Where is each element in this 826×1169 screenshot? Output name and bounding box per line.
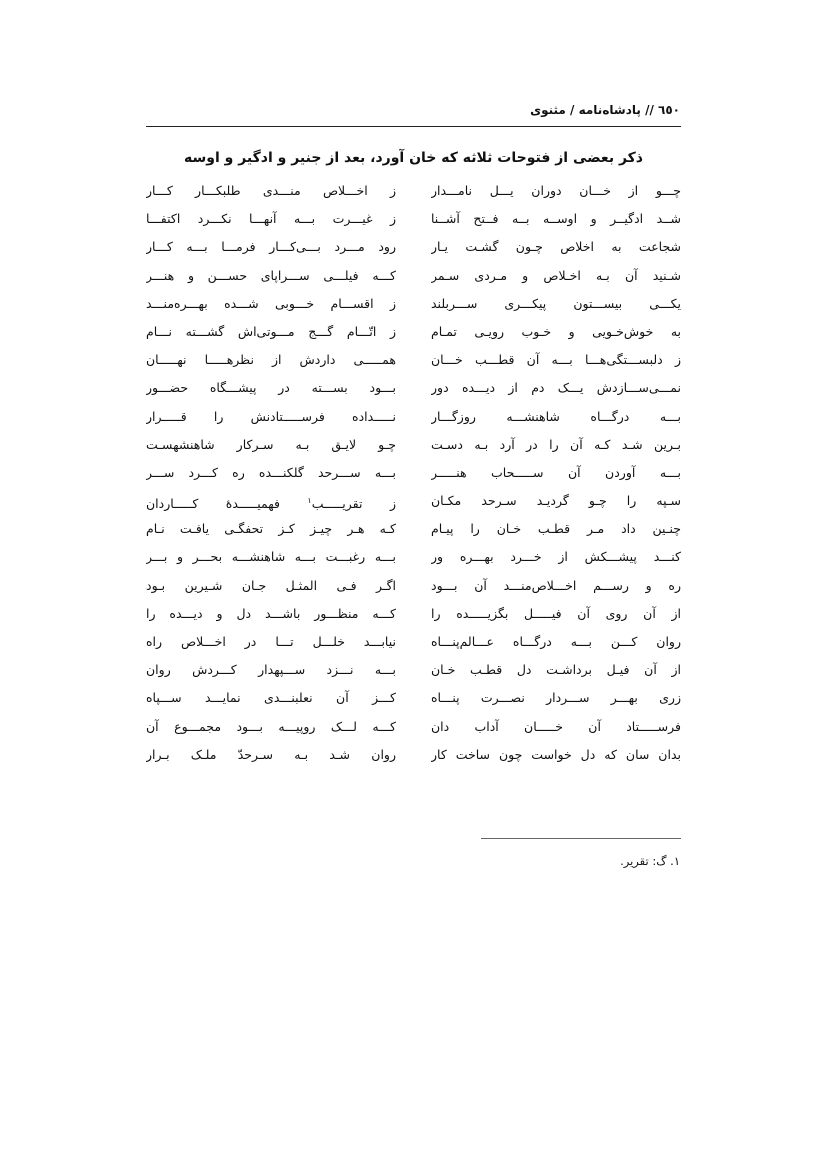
footnote-marker: ١ [307, 496, 312, 506]
first-hemistich: چنـین داد مـر قطـب خـان را پیـام [431, 521, 681, 537]
first-hemistich: بدان سان که دل خواست چون ساخت کار [431, 746, 681, 762]
second-hemistich: ز غیـــرت بـــه آنهـــا نکـــرد اکتفـــا [146, 211, 396, 227]
couplet [146, 349, 681, 377]
second-hemistich: نیابـــد خلـــل تـــا در اخـــلاص راه [146, 634, 396, 649]
couplet [146, 631, 681, 659]
couplet [146, 208, 681, 236]
second-hemistich: کـــه فیلـــی ســـراپای حســـن و هنـــر [146, 267, 396, 283]
second-hemistich: ز اخـــلاص منـــدی طلبکـــار کـــار [146, 183, 396, 198]
footnote: ١. گ: تقریر. [620, 854, 680, 868]
header-rule [146, 126, 681, 127]
second-hemistich: کـــز آن نعلبنـــدی نمایـــد ســـپاه [146, 690, 396, 706]
first-hemistich: شجاعت به اخلاص چـون گشـت یـار [431, 239, 681, 255]
second-hemistich: اگـر فـی المثـل جـان شـیرین بـود [146, 577, 396, 593]
second-hemistich: بـــه رغبـــت بـــه شاهنشـــه بحـــر و بـــر [146, 549, 396, 565]
couplet [146, 518, 681, 546]
couplet [146, 180, 681, 208]
second-hemistich: چـو لایـق بـه سـرکار شاهنشهسـت [146, 436, 396, 452]
first-hemistich: سـپه را چـو گردیـد سـرحد مکـان [431, 493, 681, 509]
second-hemistich: بـــه نـــزد ســـپهدار کـــردش روان [146, 662, 396, 678]
first-hemistich: از آن روی آن فیـــــل بگزیـــــده را [431, 605, 681, 621]
first-hemistich: از آن فیـل برداشـت دل قطـب خـان [431, 662, 681, 678]
first-hemistich: شـنید آن بـه اخـلاص و مـردی سـمر [431, 267, 681, 283]
couplet [146, 406, 681, 434]
second-hemistich: همـــــی داردش از نظرهـــــا نهـــــان [146, 352, 396, 368]
couplet [146, 659, 681, 687]
couplet [146, 603, 681, 631]
second-hemistich: بـــود بســـته در پیشـــگاه حضـــور [146, 380, 396, 396]
first-hemistich: بـــه درگـــاه شاهنشـــه روزگـــار [431, 408, 681, 424]
poem-body [146, 180, 681, 772]
couplet [146, 490, 681, 518]
first-hemistich: چـــو از خـــان دوران یـــل نامـــدار [431, 183, 681, 198]
first-hemistich: به خوش‌خـویی و خـوب رویـی تمـام [431, 323, 681, 339]
first-hemistich: ز دلبســـتگی‌هـــا بـــه آن قطـــب خـــان [431, 352, 681, 368]
couplet [146, 687, 681, 715]
couplet [146, 236, 681, 264]
running-header [530, 103, 680, 117]
couplet [146, 321, 681, 349]
first-hemistich: شــد ادگیــر و اوســه بــه فــتح آشــنا [431, 211, 681, 227]
couplet [146, 744, 681, 772]
couplet [146, 265, 681, 293]
first-hemistich: بـــه آوردن آن ســـــحاب هنـــــر [431, 464, 681, 480]
first-hemistich: یکـــی بیســـتون پیکـــری ســـربلند [431, 295, 681, 311]
second-hemistich: رود مـــرد بـــی‌کـــار فرمـــا بـــه کـــار [146, 239, 396, 255]
header-separator: // [645, 103, 654, 117]
couplet [146, 546, 681, 574]
couplet [146, 575, 681, 603]
section-title: ذکر بعضی از فتوحات ثلاثه که خان آورد، بعد از جنیر و ادگیر و اوسه [184, 150, 643, 166]
first-hemistich: ره و رســـم اخـــلاص‌منـــد آن بـــود [431, 577, 681, 593]
first-hemistich: فرســـــتاد آن خـــــان آداب دان [431, 718, 681, 734]
second-hemistich: ز اقســـام خـــوبی شـــده بهـــره‌منـــد [146, 295, 396, 311]
second-hemistich: نـــــداده فرســـــتادنش را قـــــرار [146, 408, 396, 424]
first-hemistich: نمـــی‌ســـازدش یـــک دم از دیـــده دور [431, 380, 681, 396]
second-hemistich: روان شـد بـه سـرحدّ ملـک بـرار [146, 746, 396, 762]
couplet [146, 462, 681, 490]
running-title: پادشاه‌نامه / مثنوی [530, 103, 641, 117]
couplet [146, 293, 681, 321]
second-hemistich: ز اتّـــام گـــج مـــوتی‌اش گشـــته نـــام [146, 323, 396, 339]
couplet [146, 377, 681, 405]
second-hemistich: کـــه منظـــور باشـــد دل و دیـــده را [146, 605, 396, 621]
footnote-rule [481, 838, 681, 839]
second-hemistich: ز تقریـــــب$^١$ فهمیـــــدهٔ کـــــاردان [146, 496, 396, 512]
couplet [146, 716, 681, 744]
couplet [146, 434, 681, 462]
first-hemistich: روان کـــن بـــه درگـــاه عـــالم‌پنـــاه [431, 634, 681, 649]
first-hemistich: کنـــد پیشـــکش از خـــرد بهـــره ور [431, 549, 681, 565]
first-hemistich: بـرین شـد کـه آن را در آرد بـه دسـت [431, 436, 681, 452]
second-hemistich: کـه هـر چیـز کـز تحفگـی یافـت نـام [146, 521, 396, 537]
second-hemistich: بـــه ســـرحد گلکنـــده ره کـــرد ســـر [146, 464, 396, 480]
second-hemistich: کـــه لـــک روپیـــه بـــود مجمـــوع آن [146, 718, 396, 734]
page-number: ٦٥٠ [658, 103, 680, 117]
first-hemistich: زری بهـــر ســـردار نصـــرت پنـــاه [431, 690, 681, 706]
